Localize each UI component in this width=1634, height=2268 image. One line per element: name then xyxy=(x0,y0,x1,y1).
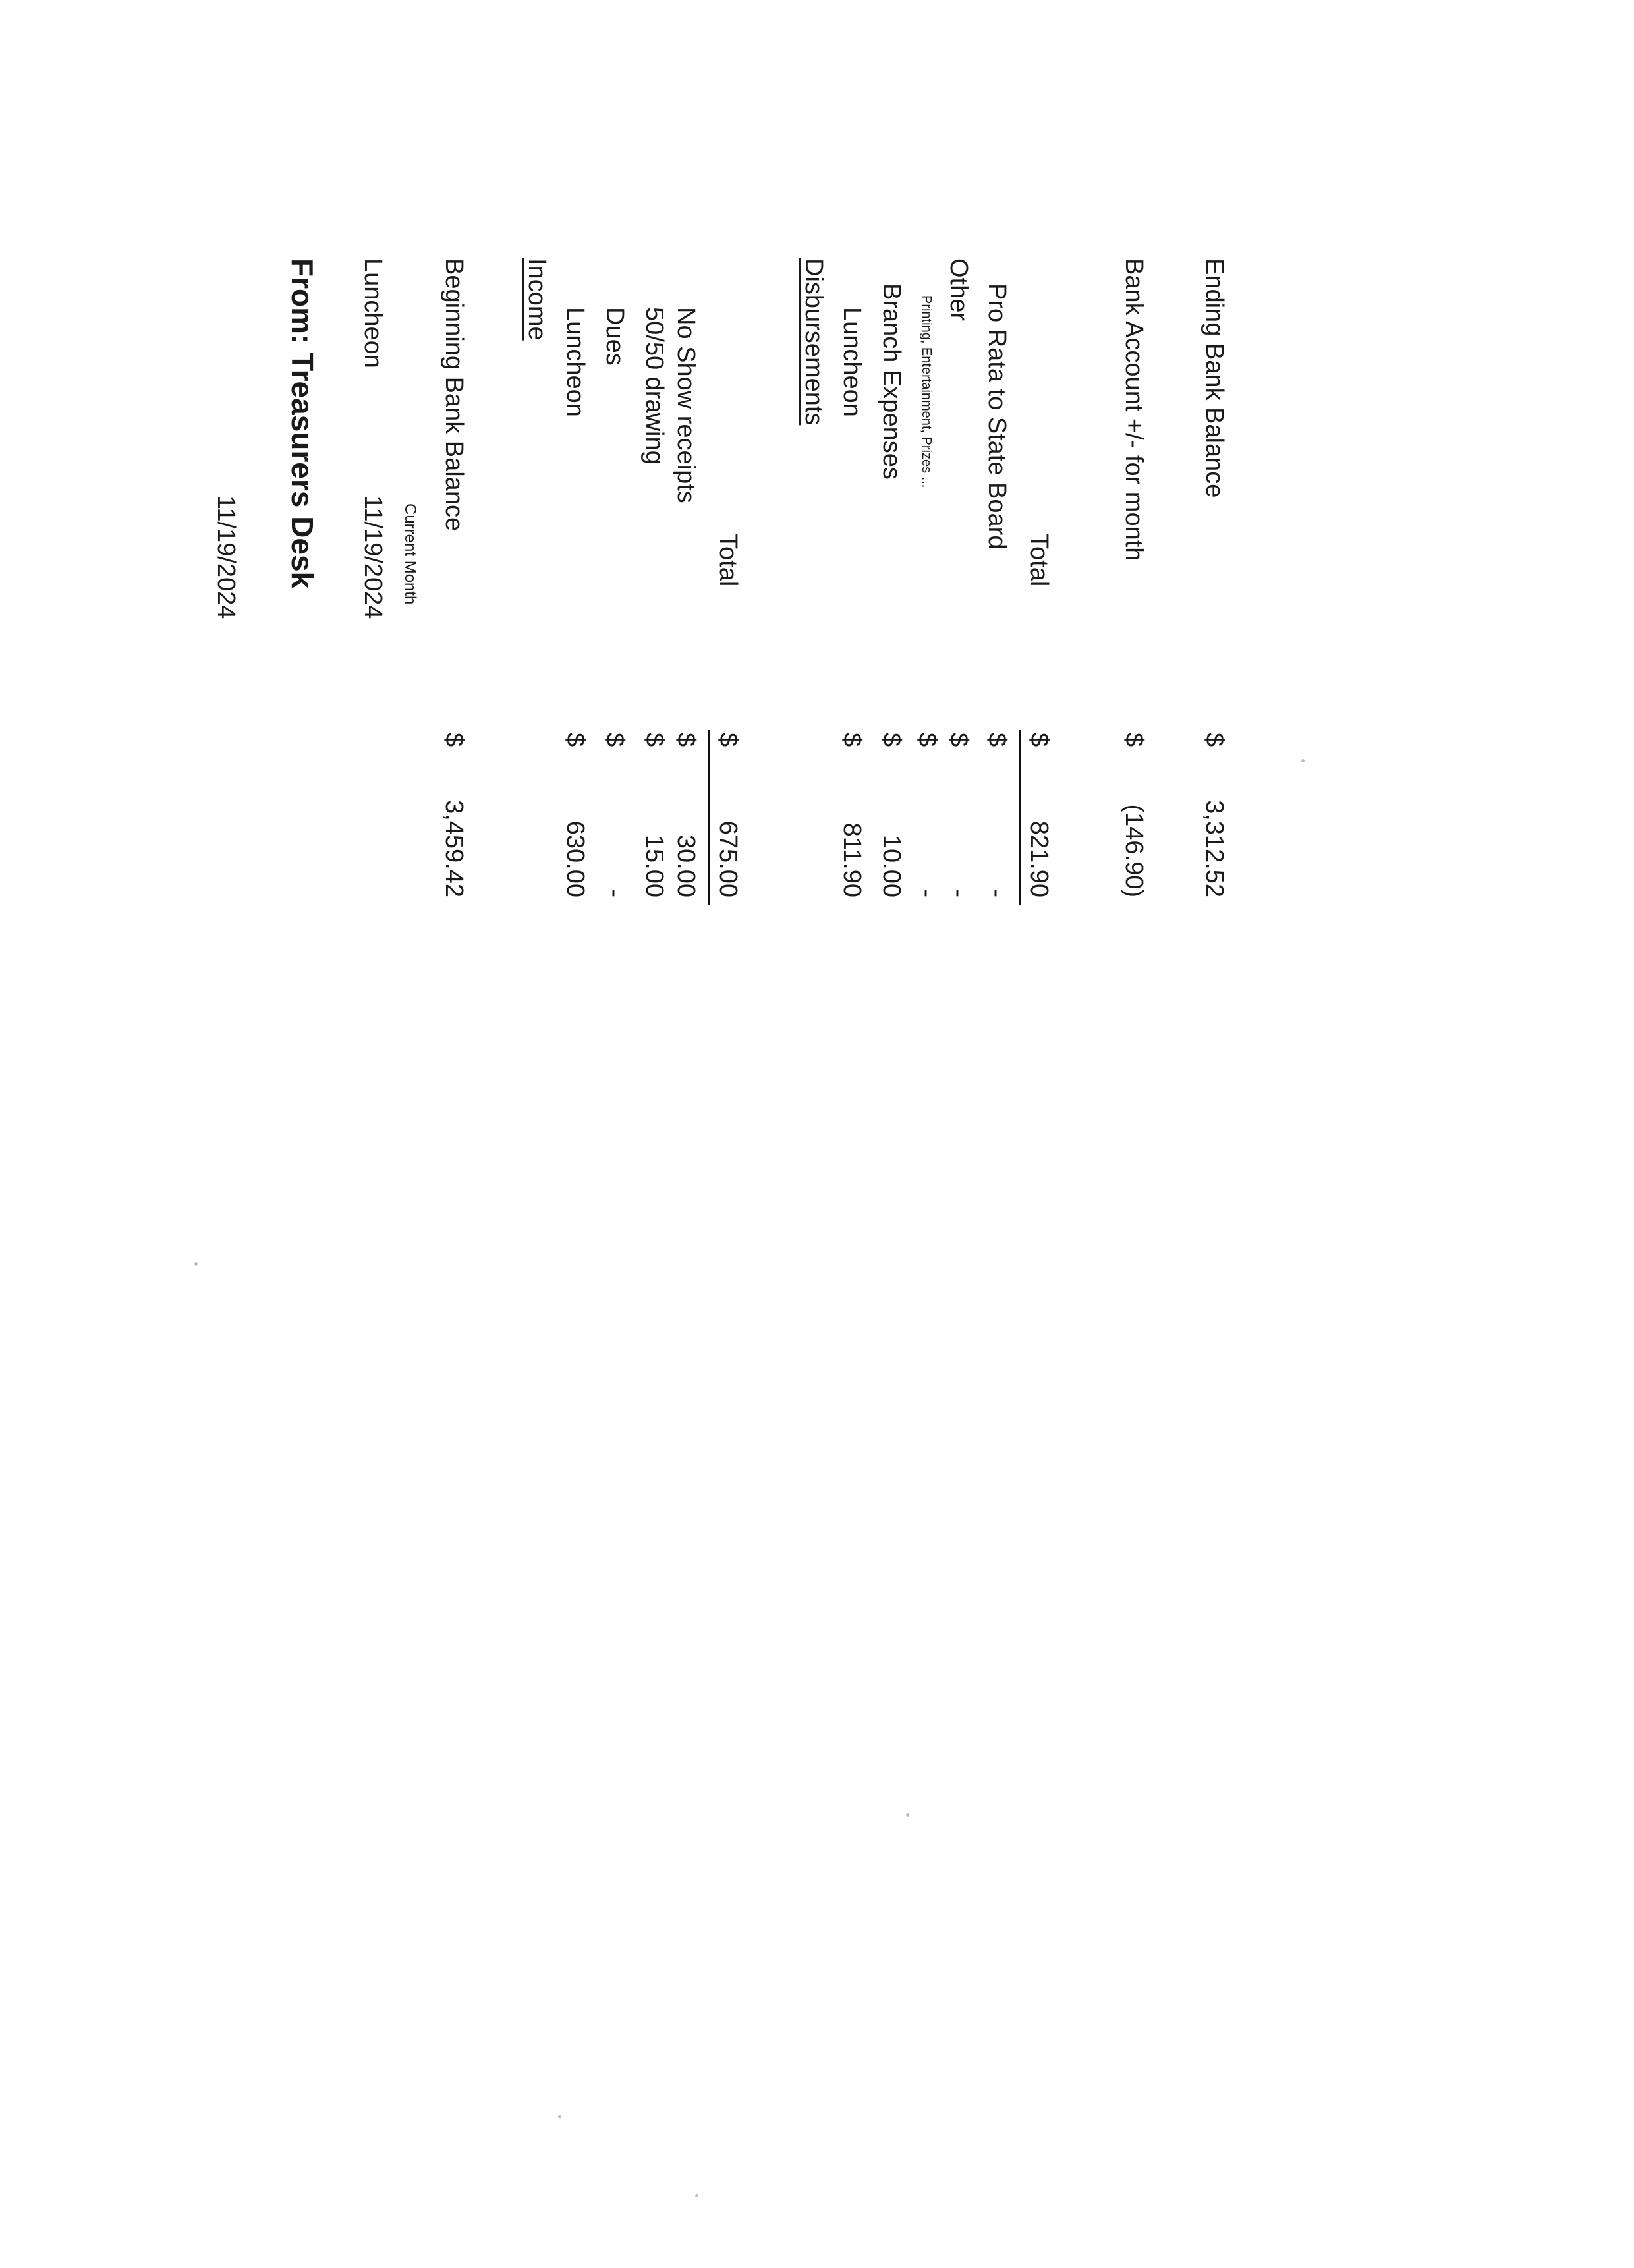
income-item-label: Luncheon xyxy=(561,307,589,417)
income-item-amount: 630.00 xyxy=(561,820,589,897)
income-item-amount: - xyxy=(601,889,629,897)
beginning-balance-amount: 3,459.42 xyxy=(440,800,468,897)
branch-expenses-label: Branch Expenses xyxy=(878,283,905,480)
ending-balance-label: Ending Bank Balance xyxy=(1200,258,1228,498)
income-item-amount: 30.00 xyxy=(672,834,700,897)
income-item-amount: 15.00 xyxy=(640,834,668,897)
income-item-label: No Show receipts xyxy=(672,307,700,503)
ending-balance-currency: $ xyxy=(1200,733,1228,747)
pro-rata-amount: - xyxy=(983,889,1011,897)
income-total-currency: $ xyxy=(714,733,742,747)
income-item-currency: $ xyxy=(601,733,629,747)
branch-expenses-note: Printing, Entertainment, Prizes ... xyxy=(919,295,934,488)
branch-expenses-currency: $ xyxy=(878,733,905,747)
income-total-amount: 675.00 xyxy=(714,820,742,897)
ending-balance-amount: 3,312.52 xyxy=(1200,800,1228,897)
scan-speck xyxy=(695,2194,698,2197)
income-heading: Income xyxy=(523,258,551,341)
scan-speck xyxy=(194,1262,198,1266)
branch-note-amount: - xyxy=(913,889,941,897)
income-total-rule xyxy=(708,730,710,905)
report-date: 11/19/2024 xyxy=(212,496,240,619)
disbursements-total-label: Total xyxy=(1025,534,1053,587)
income-item-currency: $ xyxy=(640,733,668,747)
luncheon-label: Luncheon xyxy=(359,258,387,368)
other-label: Other xyxy=(945,258,972,322)
income-total-label: Total xyxy=(714,534,742,587)
page-title: From: Treasurers Desk xyxy=(285,258,320,589)
disbursements-total-rule xyxy=(1019,730,1021,905)
current-month-note: Current Month xyxy=(401,503,419,605)
beginning-balance-label: Beginning Bank Balance xyxy=(440,258,468,532)
disbursement-luncheon-currency: $ xyxy=(838,733,866,747)
disbursement-luncheon-label: Luncheon xyxy=(838,307,866,417)
scan-speck xyxy=(558,2115,561,2118)
disbursements-total-currency: $ xyxy=(1025,733,1053,747)
disbursement-luncheon-amount: 811.90 xyxy=(838,822,866,897)
beginning-balance-currency: $ xyxy=(440,733,468,747)
income-item-label: Dues xyxy=(601,307,629,366)
income-item-currency: $ xyxy=(561,733,589,747)
net-change-amount: (146.90) xyxy=(1120,804,1148,897)
net-change-label: Bank Account +/- for month xyxy=(1120,258,1148,561)
scan-speck xyxy=(906,1813,909,1817)
disbursements-heading: Disbursements xyxy=(800,258,828,426)
scan-speck xyxy=(1301,759,1305,762)
disbursements-total-amount: 821.90 xyxy=(1025,820,1053,897)
branch-note-currency: $ xyxy=(913,733,941,747)
pro-rata-label: Pro Rata to State Board xyxy=(983,283,1011,550)
luncheon-date: 11/19/2024 xyxy=(359,496,387,619)
income-item-label: 50/50 drawing xyxy=(640,307,668,465)
pro-rata-currency: $ xyxy=(983,733,1011,747)
other-currency: $ xyxy=(945,733,972,747)
income-item-currency: $ xyxy=(672,733,700,747)
branch-expenses-amount: 10.00 xyxy=(878,834,905,897)
other-amount: - xyxy=(945,889,972,897)
net-change-currency: $ xyxy=(1120,733,1148,747)
